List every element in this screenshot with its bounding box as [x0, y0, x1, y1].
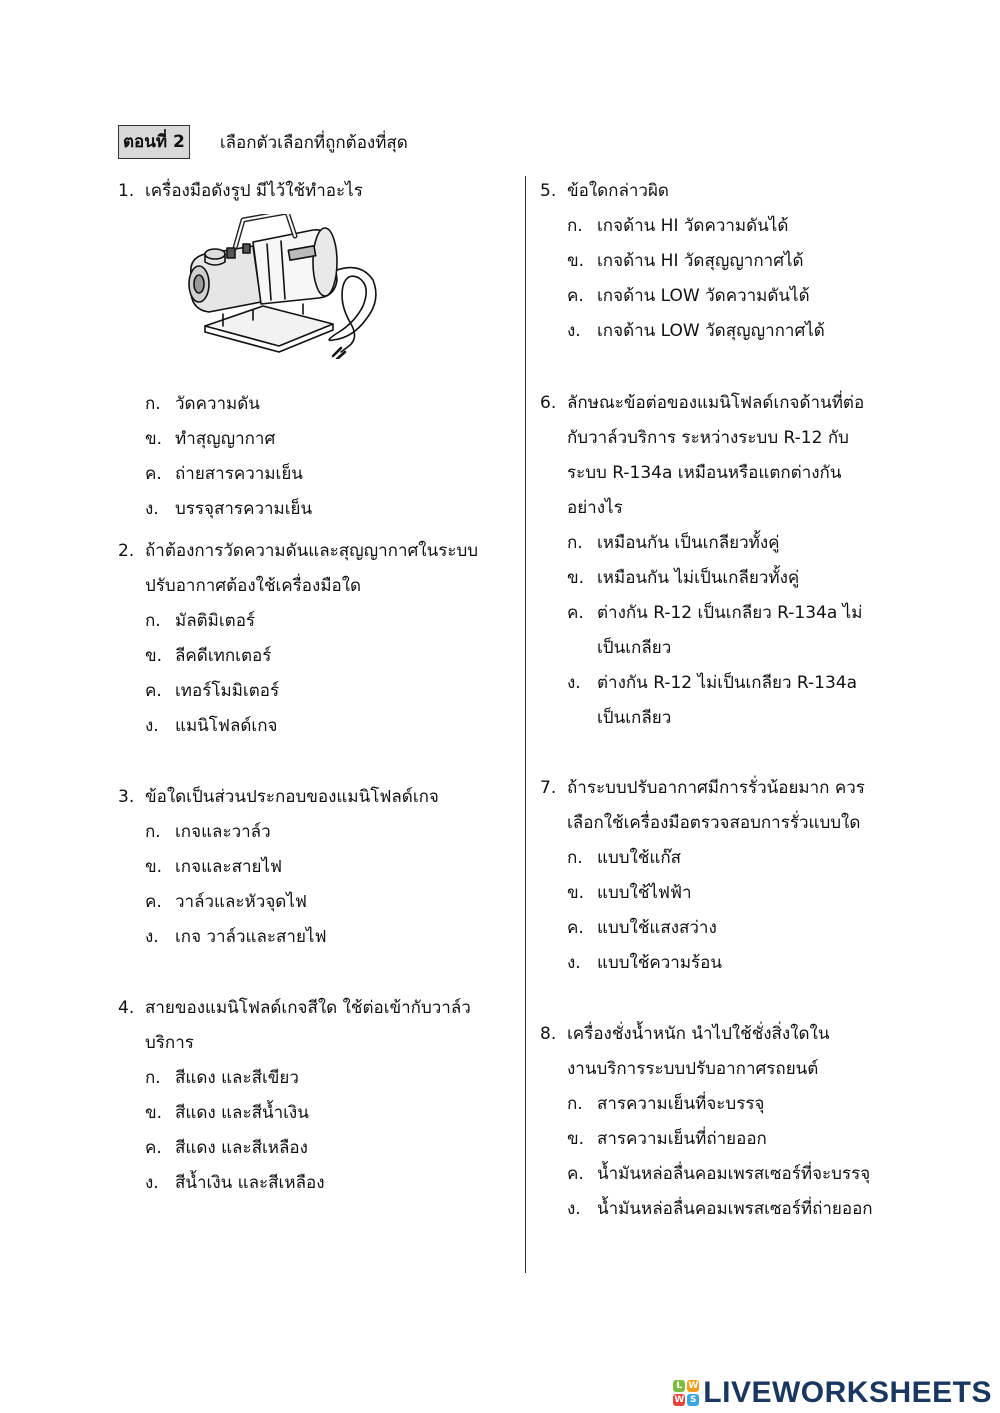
question-6 — [540, 386, 864, 736]
question-number: 5. — [540, 181, 557, 201]
vacuum-pump-illustration — [183, 214, 383, 359]
option-text: สารความเย็นที่ถ่ายออก — [597, 1129, 767, 1149]
option-text: แมนิโฟลด์เกจ — [175, 716, 278, 736]
question-number: 2. — [118, 541, 135, 561]
option-kho[interactable] — [145, 639, 478, 674]
option-ngo[interactable] — [145, 920, 439, 955]
liveworksheets-wordmark: LIVEWORKSHEETS — [703, 1376, 992, 1409]
option-letter: ข. — [145, 429, 163, 449]
option-text: เกจด้าน LOW วัดความดันได้ — [597, 286, 810, 306]
question-8 — [540, 1017, 873, 1227]
logo-tile: W — [688, 1381, 699, 1391]
question-stem — [118, 174, 363, 209]
option-ko[interactable] — [567, 209, 825, 244]
question-stem — [540, 386, 864, 421]
option-kho[interactable] — [567, 561, 864, 596]
option-text: เทอร์โมมิเตอร์ — [175, 681, 280, 701]
option-text-cont: เป็นเกลียว — [597, 638, 672, 658]
logo-tile: L — [673, 1380, 685, 1392]
question-text: ลักษณะข้อต่อของแมนิโฟลด์เกจด้านที่ต่อ — [567, 393, 865, 413]
option-text: สีแดง และสีเหลือง — [175, 1138, 308, 1158]
option-letter: ก. — [567, 216, 583, 236]
option-ko[interactable] — [567, 1087, 873, 1122]
question-2 — [118, 534, 478, 744]
column-divider — [525, 176, 526, 1273]
option-text: เกจด้าน HI วัดสุญญากาศได้ — [597, 251, 804, 271]
liveworksheets-logo-icon — [673, 1380, 699, 1406]
option-text: เกจและวาล์ว — [175, 822, 271, 842]
option-ngo[interactable] — [567, 666, 864, 736]
option-letter: ข. — [145, 1103, 163, 1123]
option-text: ทำสุญญากาศ — [175, 429, 276, 449]
section-heading — [118, 124, 408, 160]
option-letter: ค. — [145, 681, 162, 701]
option-text: สารความเย็นที่จะบรรจุ — [597, 1094, 765, 1114]
question-number: 8. — [540, 1024, 557, 1044]
option-letter: ข. — [145, 646, 163, 666]
option-kho[interactable] — [567, 244, 825, 279]
option-letter: ง. — [145, 927, 159, 947]
option-kho[interactable] — [145, 850, 439, 885]
option-letter: ง. — [567, 321, 581, 341]
option-text: ถ่ายสารความเย็น — [175, 464, 303, 484]
option-text: เกจด้าน LOW วัดสุญญากาศได้ — [597, 321, 825, 341]
logo-tile: S — [687, 1394, 699, 1406]
option-text: ต่างกัน R-12 ไม่เป็นเกลียว R-134a — [597, 673, 858, 693]
part-label: ตอนที่ 2 — [118, 125, 190, 159]
option-letter: ง. — [567, 953, 581, 973]
option-letter: ค. — [145, 1138, 162, 1158]
question-5 — [540, 174, 825, 349]
question-stem — [118, 534, 478, 569]
option-ngo[interactable] — [567, 314, 825, 349]
option-kho-khwai[interactable] — [567, 1157, 873, 1192]
option-ngo[interactable] — [145, 1166, 471, 1201]
option-kho-khwai[interactable] — [145, 885, 439, 920]
question-text: ข้อใดกล่าวผิด — [567, 181, 669, 201]
logo-tile: W — [674, 1395, 685, 1405]
question-text: เครื่องชั่งน้ำหนัก นำไปใช้ชั่งสิ่งใดใน — [567, 1024, 830, 1044]
option-kho-khwai[interactable] — [145, 1131, 471, 1166]
question-7 — [540, 771, 865, 981]
option-text: น้ำมันหล่อลื่นคอมเพรสเซอร์ที่จะบรรจุ — [597, 1164, 871, 1184]
question-text: ถ้าระบบปรับอากาศมีการรั่วน้อยมาก ควร — [567, 778, 865, 798]
option-kho-khwai[interactable] — [145, 457, 363, 492]
option-letter: ค. — [567, 918, 584, 938]
option-text: เหมือนกัน เป็นเกลียวทั้งคู่ — [597, 533, 780, 553]
option-letter: ง. — [145, 716, 159, 736]
option-kho-khwai[interactable] — [567, 911, 865, 946]
question-text-cont: ปรับอากาศต้องใช้เครื่องมือใด — [145, 576, 362, 596]
option-text: บรรจุสารความเย็น — [175, 499, 313, 519]
question-text-cont: บริการ — [145, 1033, 194, 1053]
question-text-cont: งานบริการระบบปรับอากาศรถยนต์ — [567, 1059, 819, 1079]
option-kho[interactable] — [567, 1122, 873, 1157]
option-ko[interactable] — [145, 815, 439, 850]
question-number: 1. — [118, 181, 135, 201]
option-kho-khwai[interactable] — [567, 596, 864, 666]
question-4 — [118, 991, 471, 1201]
option-letter: ก. — [145, 1068, 161, 1088]
option-kho[interactable] — [145, 422, 363, 457]
question-stem — [540, 771, 865, 806]
option-text: แบบใช้ไฟฟ้า — [597, 883, 692, 903]
question-text-cont: เลือกใช้เครื่องมือตรวจสอบการรั่วแบบใด — [567, 813, 861, 833]
option-ko[interactable] — [567, 526, 864, 561]
option-text: สีน้ำเงิน และสีเหลือง — [175, 1173, 325, 1193]
option-letter: ง. — [145, 499, 159, 519]
option-text-cont: เป็นเกลียว — [597, 708, 672, 728]
question-number: 6. — [540, 393, 557, 413]
option-letter: ก. — [567, 533, 583, 553]
question-text: เครื่องมือดังรูป มีไว้ใช้ทำอะไร — [145, 181, 363, 201]
option-letter: ข. — [567, 251, 585, 271]
question-number: 4. — [118, 998, 135, 1018]
option-letter: ง. — [145, 1173, 159, 1193]
option-letter: ข. — [567, 1129, 585, 1149]
option-letter: ข. — [567, 883, 585, 903]
option-text: แบบใช้ความร้อน — [597, 953, 723, 973]
option-text: แบบใช้แสงสว่าง — [597, 918, 717, 938]
question-text-cont: อย่างไร — [567, 498, 623, 518]
option-letter: ก. — [145, 394, 161, 414]
option-text: เหมือนกัน ไม่เป็นเกลียวทั้งคู่ — [597, 568, 800, 588]
option-letter: ข. — [145, 857, 163, 877]
option-ko[interactable] — [567, 841, 865, 876]
option-letter: ก. — [145, 611, 161, 631]
option-text: แบบใช้แก๊ส — [597, 848, 682, 868]
question-stem — [118, 991, 471, 1026]
option-ngo[interactable] — [567, 946, 865, 981]
option-ko[interactable] — [145, 387, 363, 422]
question-text: สายของแมนิโฟลด์เกจสีใด ใช้ต่อเข้ากับวาล์ว — [145, 998, 471, 1018]
option-ko[interactable] — [145, 604, 478, 639]
question-3 — [118, 780, 439, 955]
option-text: สีแดง และสีน้ำเงิน — [175, 1103, 309, 1123]
option-letter: ค. — [567, 286, 584, 306]
option-kho-khwai[interactable] — [567, 279, 825, 314]
option-text: น้ำมันหล่อลื่นคอมเพรสเซอร์ที่ถ่ายออก — [597, 1199, 873, 1219]
option-letter: ค. — [567, 603, 584, 623]
option-letter: ก. — [567, 1094, 583, 1114]
question-number: 7. — [540, 778, 557, 798]
option-text: วาล์วและหัวจุดไฟ — [175, 892, 307, 912]
option-text: วัดความดัน — [175, 394, 260, 414]
question-text-cont: กับวาล์วบริการ ระหว่างระบบ R-12 กับ — [567, 428, 849, 448]
option-letter: ก. — [145, 822, 161, 842]
option-text: เกจ วาล์วและสายไฟ — [175, 927, 327, 947]
option-letter: ค. — [145, 892, 162, 912]
option-letter: ง. — [567, 673, 581, 693]
option-text: ต่างกัน R-12 เป็นเกลียว R-134a ไม่ — [597, 603, 863, 623]
instruction-text: เลือกตัวเลือกที่ถูกต้องที่สุด — [219, 132, 408, 153]
option-ngo[interactable] — [567, 1192, 873, 1227]
option-text: เกจด้าน HI วัดความดันได้ — [597, 216, 789, 236]
question-stem — [540, 174, 825, 209]
question-text: ถ้าต้องการวัดความดันและสุญญากาศในระบบ — [145, 541, 479, 561]
option-ngo[interactable] — [145, 492, 363, 527]
liveworksheets-branding — [673, 1376, 992, 1410]
option-kho[interactable] — [567, 876, 865, 911]
option-kho-khwai[interactable] — [145, 674, 478, 709]
question-stem — [118, 780, 439, 815]
option-letter: ค. — [567, 1164, 584, 1184]
option-text: ลีคดีเทกเตอร์ — [175, 646, 272, 666]
option-text: มัลติมิเตอร์ — [175, 611, 256, 631]
question-number: 3. — [118, 787, 135, 807]
option-letter: ข. — [567, 568, 585, 588]
option-text: สีแดง และสีเขียว — [175, 1068, 299, 1088]
option-text: เกจและสายไฟ — [175, 857, 283, 877]
option-kho[interactable] — [145, 1096, 471, 1131]
option-ko[interactable] — [145, 1061, 471, 1096]
option-letter: ค. — [145, 464, 162, 484]
option-letter: ง. — [567, 1199, 581, 1219]
question-text-cont: ระบบ R-134a เหมือนหรือแตกต่างกัน — [567, 463, 842, 483]
question-text: ข้อใดเป็นส่วนประกอบของแมนิโฟลด์เกจ — [145, 787, 439, 807]
question-stem — [540, 1017, 873, 1052]
option-ngo[interactable] — [145, 709, 478, 744]
option-letter: ก. — [567, 848, 583, 868]
